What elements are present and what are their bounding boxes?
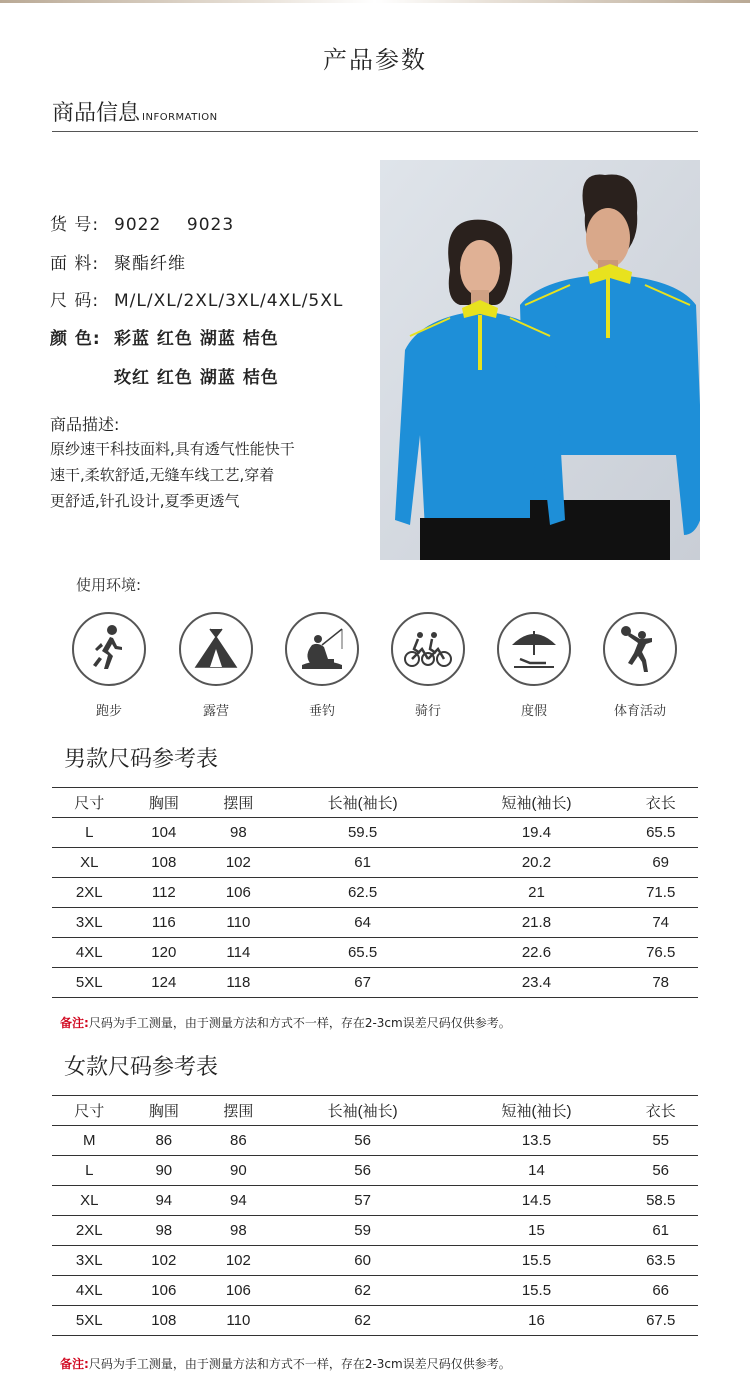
table-cell: 63.5 [623,1246,698,1276]
table-cell: 60 [276,1246,450,1276]
table-row [52,818,698,848]
table-cell: 110 [201,1306,276,1336]
basketball-icon [603,612,677,686]
couple-in-blue-sport-shirts [380,160,700,560]
table-cell: 90 [127,1156,202,1186]
table-cell: 15 [450,1216,624,1246]
description-line: 速干,柔软舒适,无缝车线工艺,穿着 [50,466,275,484]
header-cell: 摆围 [201,1096,276,1126]
spec-value: 聚酯纤维 [114,254,186,274]
women-size-table [52,1095,698,1336]
header-cell: 胸围 [127,1096,202,1126]
table-cell: 14.5 [450,1186,624,1216]
table-cell: 15.5 [450,1246,624,1276]
table-cell: 56 [623,1156,698,1186]
cycling-icon [391,612,465,686]
beach-umbrella-icon [497,612,571,686]
info-header [52,96,218,127]
header-cell: 长袖(袖长) [276,1096,450,1126]
environment-label: 骑行 [414,704,441,719]
table-row [52,878,698,908]
table-cell: 110 [201,908,276,938]
page-title: 产品参数 [323,46,427,74]
table-cell: 78 [623,968,698,998]
table-cell: 94 [201,1186,276,1216]
note-label: 备注: [60,1357,89,1371]
header-cell: 短袖(袖长) [450,788,624,818]
table-cell: 106 [201,1276,276,1306]
table-cell: 5XL [52,968,127,998]
header-cell: 尺寸 [52,788,127,818]
spec-label: 货 号: [50,215,100,235]
spec-item-number [50,210,234,235]
women-table-body [52,1126,698,1336]
table-cell: 20.2 [450,848,624,878]
environment-label: 露营 [202,704,229,719]
men-size-table [52,787,698,998]
header-cell: 尺寸 [52,1096,127,1126]
table-cell: 21.8 [450,908,624,938]
environment-item-camping [176,612,256,719]
table-cell: 69 [623,848,698,878]
note-text: 尺码为手工测量，由于测量方法和方式不一样，存在2-3cm误差尺码仅供参考。 [88,1016,511,1030]
table-cell: 94 [127,1186,202,1216]
table-cell: 86 [127,1126,202,1156]
table-cell: 3XL [52,1246,127,1276]
men-table-title: 男款尺码参考表 [64,747,219,772]
table-cell: 64 [276,908,450,938]
table-row [52,1216,698,1246]
table-row [52,908,698,938]
header-cell: 胸围 [127,788,202,818]
table-cell: 59 [276,1216,450,1246]
table-cell: 56 [276,1126,450,1156]
table-cell: 67 [276,968,450,998]
description-line: 更舒适,针孔设计,夏季更透气 [50,492,240,510]
table-row [52,968,698,998]
table-cell: 56 [276,1156,450,1186]
table-cell: 62 [276,1306,450,1336]
spec-value: M/L/XL/2XL/3XL/4XL/5XL [114,291,344,311]
table-cell: 57 [276,1186,450,1216]
spec-size [50,286,343,311]
table-cell: 59.5 [276,818,450,848]
table-cell: 21 [450,878,624,908]
table-row [52,938,698,968]
table-cell: 76.5 [623,938,698,968]
info-header-en: INFORMATION [142,112,218,123]
running-icon [72,612,146,686]
table-cell: XL [52,848,127,878]
table-cell: 120 [127,938,202,968]
table-cell: 102 [201,1246,276,1276]
table-cell: 124 [127,968,202,998]
note-label: 备注: [60,1016,89,1030]
table-cell: 4XL [52,1276,127,1306]
environment-label: 跑步 [95,704,122,719]
spec-color-2 [50,363,279,388]
environment-item-sports [600,612,680,719]
table-cell: 90 [201,1156,276,1186]
table-cell: 62 [276,1276,450,1306]
note-text: 尺码为手工测量，由于测量方法和方式不一样，存在2-3cm误差尺码仅供参考。 [88,1357,511,1371]
table-cell: 19.4 [450,818,624,848]
table-cell: 106 [127,1276,202,1306]
table-header-row [52,1096,698,1126]
header-cell: 衣长 [623,788,698,818]
table-row [52,1246,698,1276]
table-cell: 112 [127,878,202,908]
men-table-note [60,1014,511,1031]
spec-color [50,324,279,349]
table-cell: 66 [623,1276,698,1306]
info-header-cn: 商品信息 [52,101,141,126]
tent-icon [179,612,253,686]
table-cell: 3XL [52,908,127,938]
table-cell: 65.5 [623,818,698,848]
women-table-note [60,1355,511,1372]
table-cell: 62.5 [276,878,450,908]
header-cell: 短袖(袖长) [450,1096,624,1126]
table-cell: 2XL [52,878,127,908]
table-row [52,1276,698,1306]
men-table-body [52,818,698,998]
environment-item-vacation [494,612,574,719]
table-cell: 106 [201,878,276,908]
table-cell: 98 [127,1216,202,1246]
header-cell: 长袖(袖长) [276,788,450,818]
table-cell: 116 [127,908,202,938]
table-cell: 13.5 [450,1126,624,1156]
environment-item-running [69,612,149,719]
table-row [52,848,698,878]
table-cell: 86 [201,1126,276,1156]
environment-item-fishing [282,612,362,719]
table-cell: L [52,1156,127,1186]
table-cell: 5XL [52,1306,127,1336]
table-cell: 2XL [52,1216,127,1246]
table-cell: 71.5 [623,878,698,908]
environment-label: 垂钓 [308,704,335,719]
table-cell: 55 [623,1126,698,1156]
header-cell: 衣长 [623,1096,698,1126]
table-cell: 102 [201,848,276,878]
environment-label: 体育活动 [613,704,666,719]
spec-value: 玫红 红色 湖蓝 桔色 [114,368,279,388]
table-cell: 58.5 [623,1186,698,1216]
description-line: 原纱速干科技面料,具有透气性能快干 [50,440,295,458]
table-cell: 67.5 [623,1306,698,1336]
table-row [52,1126,698,1156]
table-cell: XL [52,1186,127,1216]
table-cell: 98 [201,1216,276,1246]
table-cell: 98 [201,818,276,848]
table-header-row [52,788,698,818]
table-cell: 65.5 [276,938,450,968]
table-row [52,1306,698,1336]
header-cell: 摆围 [201,788,276,818]
table-cell: 108 [127,848,202,878]
table-cell: 15.5 [450,1276,624,1306]
description-text [50,436,340,514]
women-table-title: 女款尺码参考表 [64,1055,219,1080]
table-cell: 108 [127,1306,202,1336]
table-row [52,1186,698,1216]
table-cell: 14 [450,1156,624,1186]
top-decor-strip [0,0,750,3]
table-cell: 114 [201,938,276,968]
table-cell: 74 [623,908,698,938]
description-title: 商品描述: [50,415,120,434]
spec-label: 颜 色: [50,329,101,349]
table-cell: 102 [127,1246,202,1276]
environment-item-cycling [388,612,468,719]
table-cell: 16 [450,1306,624,1336]
spec-label: 尺 码: [50,291,100,311]
table-cell: 22.6 [450,938,624,968]
table-cell: L [52,818,127,848]
table-cell: 4XL [52,938,127,968]
table-cell: 23.4 [450,968,624,998]
spec-value: 9022 9023 [114,215,235,235]
table-cell: 104 [127,818,202,848]
table-cell: 61 [623,1216,698,1246]
environment-label: 度假 [520,704,547,719]
environment-title: 使用环境: [76,576,142,594]
info-divider [52,131,698,132]
table-cell: 118 [201,968,276,998]
fishing-icon [285,612,359,686]
table-cell: M [52,1126,127,1156]
spec-fabric [50,249,186,274]
spec-label: 面 料: [50,254,100,274]
product-photo [380,160,700,560]
table-cell: 61 [276,848,450,878]
spec-value: 彩蓝 红色 湖蓝 桔色 [114,329,279,349]
table-row [52,1156,698,1186]
